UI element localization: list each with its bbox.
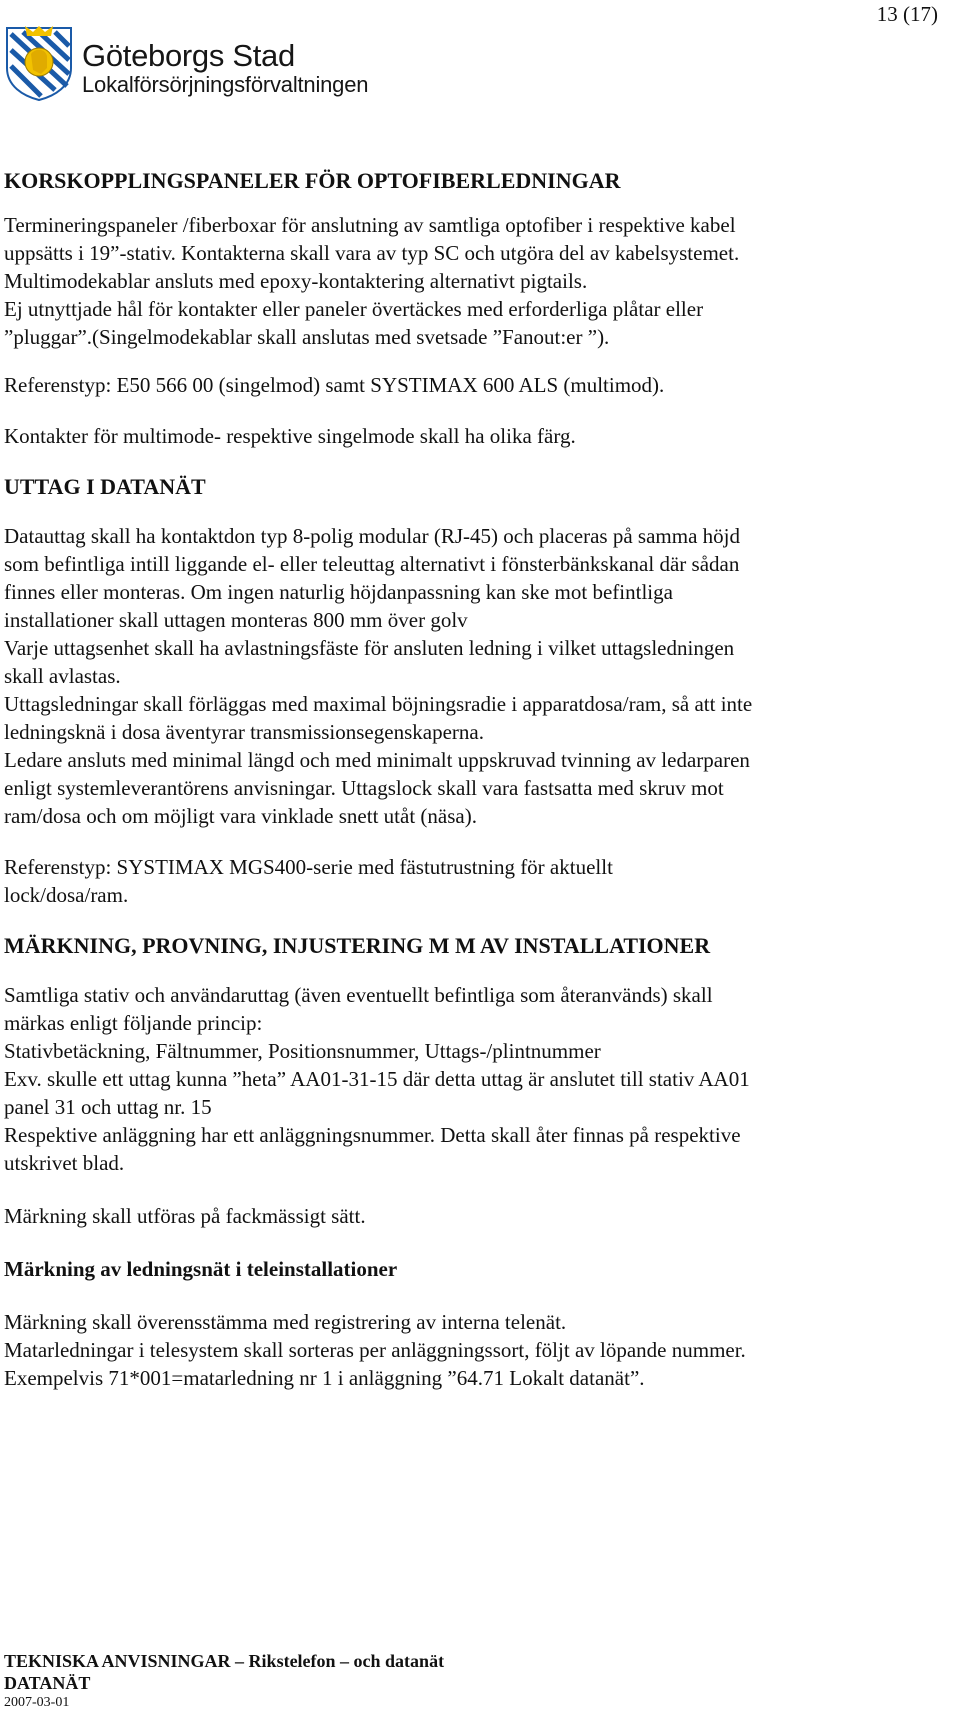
section-heading: UTTAG I DATANÄT [4,474,206,499]
paragraph: Referenstyp: E50 566 00 (singelmod) samt SYSTIMAX 600 ALS (multimod). [4,373,665,397]
text-line: Uttagsledningar skall förläggas med maximal böjningsradie i apparatdosa/ram, så att inte [4,692,753,716]
paragraph: Kontakter för multimode- respektive singelmode skall ha olika färg. [4,424,576,448]
text-line: skall avlastas. [4,664,121,688]
text-line: ”pluggar”.(Singelmodekablar skall anslutas med svetsade ”Fanout:er ”). [4,325,610,349]
text-line: Matarledningar i telesystem skall sorteras per anläggningssort, följt av löpande nummer. [4,1338,746,1362]
footer-subtitle: DATANÄT [4,1673,91,1693]
text-line: Multimodekablar ansluts med epoxy-kontaktering alternativt pigtails. [4,269,588,293]
page-number: 13 (17) [876,2,938,26]
department-name: Lokalförsörjningsförvaltningen [82,72,369,97]
text-line: Referenstyp: SYSTIMAX MGS400-serie med fästutrustning för aktuellt [4,855,613,879]
text-line: Ej utnyttjade hål för kontakter eller paneler övertäckes med erforderliga plåtar eller [4,297,704,321]
paragraph [4,211,956,351]
section-heading: KORSKOPPLINGSPANELER FÖR OPTOFIBERLEDNINGAR [4,168,621,193]
text-line: uppsätts i 19”-stativ. Kontakterna skall vara av typ SC och utgöra del av kabelsystemet. [4,241,740,265]
section-heading: MÄRKNING, PROVNING, INJUSTERING M M AV INSTALLATIONER [4,933,711,958]
text-line: Datauttag skall ha kontaktdon typ 8-polig modular (RJ-45) och placeras på samma höjd [4,524,740,548]
text-line: lock/dosa/ram. [4,883,129,907]
page-footer [4,1650,444,1712]
text-line: Termineringspaneler /fiberboxar för anslutning av samtliga optofiber i respektive kabel [4,213,736,237]
text-line: ledningsknä i dosa äventyrar transmissionsegenskaperna. [4,720,484,744]
text-line: Ledare ansluts med minimal längd och med minimalt uppskruvad tvinning av ledarparen [4,748,750,772]
org-name: Göteborgs Stad [82,38,295,73]
text-line: Respektive anläggning har ett anläggningsnummer. Detta skall åter finnas på respektive [4,1123,741,1147]
text-line: Exempelvis 71*001=matarledning nr 1 i anläggning ”64.71 Lokalt datanät”. [4,1366,645,1390]
paragraph [4,1308,956,1392]
document-body [4,168,956,1392]
text-line: märkas enligt följande princip: [4,1011,263,1035]
organization-header [82,40,368,98]
text-line: ram/dosa och om möjligt vara vinklade snett utåt (näsa). [4,804,477,828]
text-line: Varje uttagsenhet skall ha avlastningsfäste för ansluten ledning i vilket uttagsledningen [4,636,735,660]
paragraph: Märkning skall utföras på fackmässigt sätt. [4,1204,366,1228]
text-line: enligt systemleverantörens anvisningar. Uttagslock skall vara fastsatta med skruv mot [4,776,724,800]
paragraph [4,522,956,830]
footer-title: TEKNISKA ANVISNINGAR – Rikstelefon – och datanät [4,1651,445,1671]
text-line: Samtliga stativ och användaruttag (även eventuellt befintliga som återanvänds) skall [4,983,713,1007]
paragraph [4,981,956,1177]
text-line: som befintliga intill liggande el- eller teleuttag alternativt i fönsterbänkskanal där sådan [4,552,740,576]
text-line: Märkning skall överensstämma med registrering av interna telenät. [4,1310,567,1334]
text-line: utskrivet blad. [4,1151,125,1175]
footer-date: 2007-03-01 [4,1695,70,1710]
text-line: panel 31 och uttag nr. 15 [4,1095,212,1119]
paragraph [4,853,956,909]
text-line: Stativbetäckning, Fältnummer, Positionsnummer, Uttags-/plintnummer [4,1039,601,1063]
text-line: Exv. skulle ett uttag kunna ”heta” AA01-31-15 där detta uttag är anslutet till stativ AA01 [4,1067,750,1091]
text-line: installationer skall uttagen monteras 800 mm över golv [4,608,468,632]
goteborg-coat-of-arms-logo [3,24,75,102]
text-line: finnes eller monteras. Om ingen naturlig höjdanpassning kan ske mot befintliga [4,580,673,604]
subsection-heading: Märkning av ledningsnät i teleinstallationer [4,1257,398,1281]
